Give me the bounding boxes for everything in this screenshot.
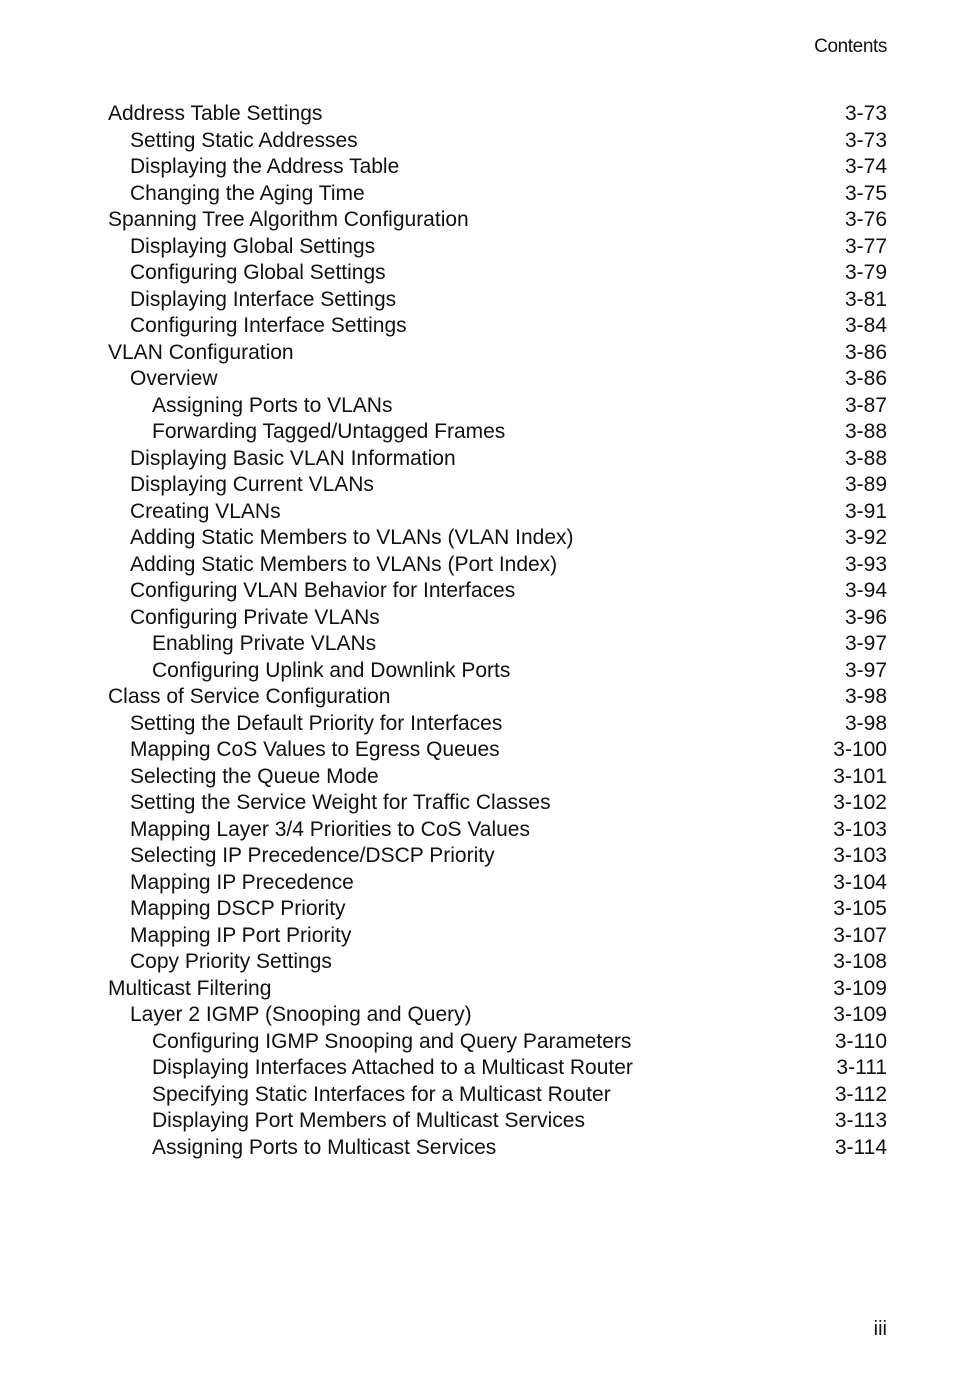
toc-entry-title: Class of Service Configuration (108, 685, 391, 708)
toc-entry (108, 923, 887, 950)
toc-entry-page: 3-73 (844, 128, 887, 152)
toc-entry-title: Copy Priority Settings (130, 950, 332, 973)
toc-entry-title: Multicast Filtering (108, 976, 272, 1000)
toc-entry-page: 3-84 (844, 314, 887, 337)
running-header-title: Contents (814, 36, 887, 57)
toc-entry (108, 1055, 887, 1082)
table-of-contents (108, 101, 887, 1161)
toc-entry-page: 3-81 (844, 287, 887, 311)
toc-entry (108, 737, 887, 764)
toc-entry-page: 3-92 (844, 526, 887, 549)
toc-entry-title: Mapping IP Precedence (130, 870, 354, 894)
toc-entry (108, 658, 887, 685)
toc-entry-page: 3-111 (836, 1056, 887, 1079)
toc-entry-title: Mapping Layer 3/4 Priorities to CoS Values (130, 817, 530, 841)
toc-entry-page: 3-76 (844, 208, 887, 231)
toc-entry (108, 552, 887, 579)
toc-entry-title: Displaying Current VLANs (130, 473, 374, 496)
toc-entry-title: Assigning Ports to Multicast Services (152, 1135, 497, 1159)
toc-entry (108, 870, 887, 897)
toc-entry-title: Mapping IP Port Priority (130, 923, 352, 947)
toc-entry (108, 817, 887, 844)
toc-entry-page: 3-88 (844, 420, 887, 443)
toc-entry-title: Overview (130, 367, 218, 390)
toc-entry-title: Configuring Uplink and Downlink Ports (152, 658, 511, 682)
toc-entry (108, 366, 887, 393)
toc-entry (108, 181, 887, 208)
toc-entry-page: 3-89 (844, 473, 887, 496)
toc-entry (108, 790, 887, 817)
toc-entry (108, 419, 887, 446)
toc-entry-page: 3-97 (844, 632, 887, 655)
toc-entry-page: 3-107 (833, 923, 887, 947)
toc-entry-page: 3-88 (844, 446, 887, 470)
toc-entry-title: Forwarding Tagged/Untagged Frames (152, 420, 506, 443)
toc-entry-page: 3-74 (844, 155, 887, 178)
toc-entry-page: 3-93 (844, 552, 887, 576)
toc-entry (108, 1002, 887, 1029)
toc-entry (108, 499, 887, 526)
toc-entry-title: Displaying Basic VLAN Information (130, 446, 456, 470)
toc-entry (108, 393, 887, 420)
toc-entry-page: 3-101 (833, 764, 887, 788)
toc-entry-page: 3-112 (834, 1082, 887, 1106)
toc-entry (108, 1108, 887, 1135)
toc-entry (108, 287, 887, 314)
toc-entry (108, 234, 887, 261)
toc-entry-page: 3-104 (833, 870, 887, 894)
toc-entry-title: Creating VLANs (130, 499, 281, 523)
toc-entry-title: Configuring VLAN Behavior for Interfaces (130, 579, 516, 602)
toc-entry (108, 578, 887, 605)
toc-entry-page: 3-75 (844, 181, 887, 205)
toc-entry-title: Mapping DSCP Priority (130, 897, 346, 920)
toc-entry-title: Setting the Service Weight for Traffic Classes (130, 791, 551, 814)
toc-entry-title: Configuring Private VLANs (130, 605, 380, 629)
toc-entry-title: Selecting IP Precedence/DSCP Priority (130, 844, 495, 867)
toc-entry-page: 3-79 (844, 261, 887, 284)
toc-entry-title: Displaying the Address Table (130, 155, 400, 178)
toc-entry (108, 313, 887, 340)
toc-entry-title: Setting the Default Priority for Interfaces (130, 711, 503, 735)
toc-entry-page: 3-109 (833, 976, 887, 1000)
toc-entry-title: Adding Static Members to VLANs (Port Index) (130, 552, 558, 576)
toc-entry (108, 472, 887, 499)
toc-entry-title: Displaying Port Members of Multicast Services (152, 1109, 585, 1132)
toc-entry (108, 128, 887, 155)
page-number: iii (873, 1318, 887, 1340)
toc-entry-page: 3-87 (844, 393, 887, 417)
toc-entry-page: 3-109 (833, 1003, 887, 1026)
toc-entry-title: Displaying Interface Settings (130, 287, 397, 311)
toc-entry-page: 3-105 (833, 897, 887, 920)
toc-entry-page: 3-103 (833, 817, 887, 841)
toc-entry-page: 3-91 (844, 499, 887, 523)
toc-entry (108, 1029, 887, 1056)
toc-entry-title: Address Table Settings (108, 102, 323, 125)
toc-entry-title: Configuring Interface Settings (130, 314, 407, 337)
toc-entry (108, 605, 887, 632)
toc-entry (108, 101, 887, 128)
toc-entry-page: 3-96 (844, 605, 887, 629)
toc-entry (108, 843, 887, 870)
toc-entry-page: 3-86 (844, 340, 887, 364)
toc-entry-page: 3-110 (834, 1029, 887, 1053)
toc-entry (108, 260, 887, 287)
toc-entry-title: Setting Static Addresses (130, 128, 358, 152)
toc-entry-title: Specifying Static Interfaces for a Multicast Router (152, 1082, 611, 1106)
toc-entry-title: Displaying Global Settings (130, 234, 376, 258)
toc-entry-page: 3-86 (844, 367, 887, 390)
toc-entry-title: VLAN Configuration (108, 340, 294, 364)
toc-entry (108, 446, 887, 473)
toc-entry-page: 3-94 (844, 579, 887, 602)
toc-entry-title: Adding Static Members to VLANs (VLAN Index) (130, 526, 574, 549)
toc-entry (108, 207, 887, 234)
toc-entry (108, 340, 887, 367)
toc-entry-title: Mapping CoS Values to Egress Queues (130, 738, 500, 761)
toc-entry-page: 3-73 (844, 102, 887, 125)
toc-entry-page: 3-100 (833, 738, 887, 761)
toc-entry (108, 1082, 887, 1109)
toc-entry-title: Changing the Aging Time (130, 181, 365, 205)
toc-entry-title: Enabling Private VLANs (152, 632, 377, 655)
toc-entry-title: Assigning Ports to VLANs (152, 393, 393, 417)
toc-entry (108, 684, 887, 711)
toc-entry (108, 154, 887, 181)
toc-entry (108, 764, 887, 791)
toc-entry (108, 1135, 887, 1162)
toc-entry-page: 3-103 (833, 844, 887, 867)
toc-entry (108, 976, 887, 1003)
toc-entry (108, 711, 887, 738)
toc-entry-page: 3-102 (833, 791, 887, 814)
toc-entry-page: 3-77 (844, 234, 887, 258)
toc-entry-page: 3-108 (833, 950, 887, 973)
toc-entry (108, 949, 887, 976)
toc-entry-page: 3-98 (844, 685, 887, 708)
toc-entry-page: 3-97 (844, 658, 887, 682)
toc-entry-title: Configuring IGMP Snooping and Query Parameters (152, 1029, 632, 1053)
toc-entry (108, 525, 887, 552)
toc-entry-title: Layer 2 IGMP (Snooping and Query) (130, 1003, 472, 1026)
toc-entry-page: 3-98 (844, 711, 887, 735)
toc-entry-page: 3-113 (834, 1109, 887, 1132)
toc-entry (108, 631, 887, 658)
toc-entry (108, 896, 887, 923)
toc-entry-title: Configuring Global Settings (130, 261, 386, 284)
toc-entry-title: Displaying Interfaces Attached to a Multicast Router (152, 1056, 633, 1079)
toc-entry-page: 3-114 (834, 1135, 887, 1159)
toc-entry-title: Selecting the Queue Mode (130, 764, 379, 788)
toc-entry-title: Spanning Tree Algorithm Configuration (108, 208, 469, 231)
